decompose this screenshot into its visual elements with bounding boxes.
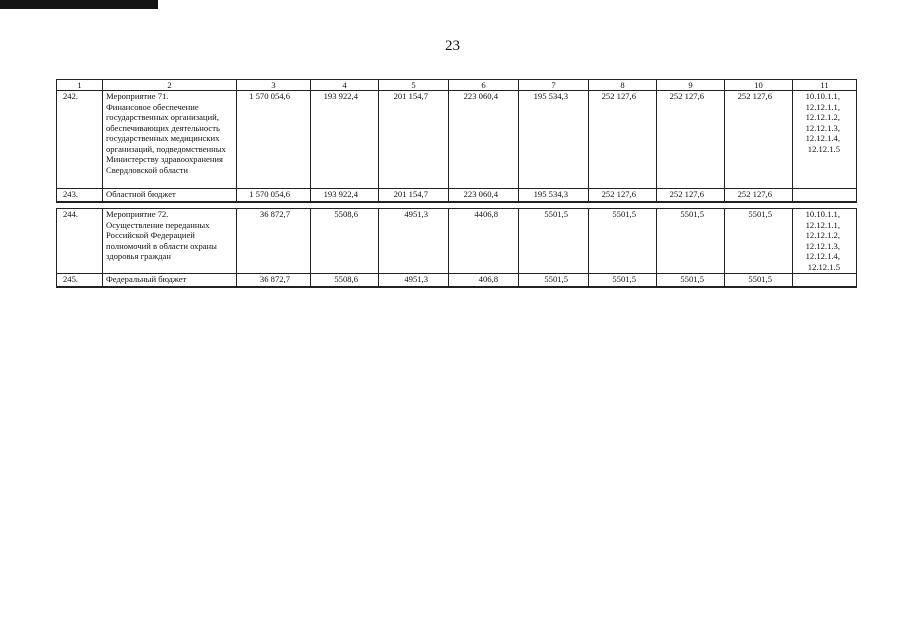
value-cell: 5501,5 [657,274,725,288]
value-cell: 1 570 054,6 [237,91,311,189]
column-header: 11 [793,80,857,91]
column-header: 10 [725,80,793,91]
value-cell: 5501,5 [519,209,589,274]
target-indicators [793,91,857,189]
table-row [57,91,857,189]
value-cell: 201 154,7 [379,189,449,203]
column-header: 4 [311,80,379,91]
column-header: 8 [589,80,657,91]
target-indicator: 12.12.1.2, [805,112,840,122]
value-cell: 5501,5 [589,274,657,288]
value-cell: 223 060,4 [449,91,519,189]
target-indicator: 10.10.1.1, [805,91,840,101]
value-cell: 4406,8 [449,209,519,274]
scan-corner-mark [0,0,158,9]
row-name: Областной бюджет [103,189,237,203]
target-indicators [793,189,857,203]
row-number: 243. [57,189,103,203]
value-cell: 1 570 054,6 [237,189,311,203]
value-cell: 5508,6 [311,274,379,288]
value-cell: 201 154,7 [379,91,449,189]
target-indicator: 12.12.1.4, [805,133,840,143]
value-cell: 252 127,6 [589,189,657,203]
column-header: 7 [519,80,589,91]
value-cell: 5501,5 [725,209,793,274]
table-row [57,189,857,203]
target-indicators [793,274,857,288]
target-indicator: 12.12.1.3, [805,122,840,133]
target-indicator: 12.12.1.1, [805,101,840,112]
table-row [57,209,857,274]
value-cell: 195 534,3 [519,189,589,203]
value-cell: 4951,3 [379,209,449,274]
target-indicator: 12.12.1.3, [805,240,840,251]
column-header: 9 [657,80,725,91]
value-cell: 252 127,6 [589,91,657,189]
column-header: 3 [237,80,311,91]
value-cell: 36 872,7 [237,209,311,274]
target-indicator: 12.12.1.5 [807,261,840,272]
target-indicator: 10.10.1.1, [805,209,840,219]
value-cell: 5501,5 [657,209,725,274]
target-indicator: 12.12.1.5 [807,143,840,154]
value-cell: 252 127,6 [725,91,793,189]
value-cell: 252 127,6 [657,189,725,203]
header-row [57,80,857,91]
row-number: 245. [57,274,103,288]
page-number: 23 [445,38,460,54]
target-indicator: 12.12.1.2, [805,230,840,240]
column-header: 2 [103,80,237,91]
value-cell: 5501,5 [519,274,589,288]
value-cell: 36 872,7 [237,274,311,288]
value-cell: 195 534,3 [519,91,589,189]
target-indicator: 12.12.1.4, [805,251,840,261]
row-name: Мероприятие 72. Осуществление переданных Российской Федерацией полномочий в области охраны здоровья граждан [103,209,237,274]
budget-table [56,79,857,288]
column-header: 5 [379,80,449,91]
value-cell: 4951,3 [379,274,449,288]
table-row [57,274,857,288]
target-indicator: 12.12.1.1, [805,219,840,230]
value-cell: 406,8 [449,274,519,288]
row-name: Федеральный бюджет [103,274,237,288]
value-cell: 5508,6 [311,209,379,274]
value-cell: 223 060,4 [449,189,519,203]
row-name: Мероприятие 71. Финансовое обеспечение государственных организаций, обеспечивающих деятельность государственных медицинских организаций, подведомственных Министерству здравоохранения Свердловской области [103,91,237,189]
value-cell: 252 127,6 [657,91,725,189]
column-header: 6 [449,80,519,91]
value-cell: 193 922,4 [311,91,379,189]
row-number: 244. [57,209,103,274]
value-cell: 252 127,6 [725,189,793,203]
column-header: 1 [57,80,103,91]
value-cell: 193 922,4 [311,189,379,203]
row-number: 242. [57,91,103,189]
value-cell: 5501,5 [589,209,657,274]
target-indicators [793,209,857,274]
value-cell: 5501,5 [725,274,793,288]
